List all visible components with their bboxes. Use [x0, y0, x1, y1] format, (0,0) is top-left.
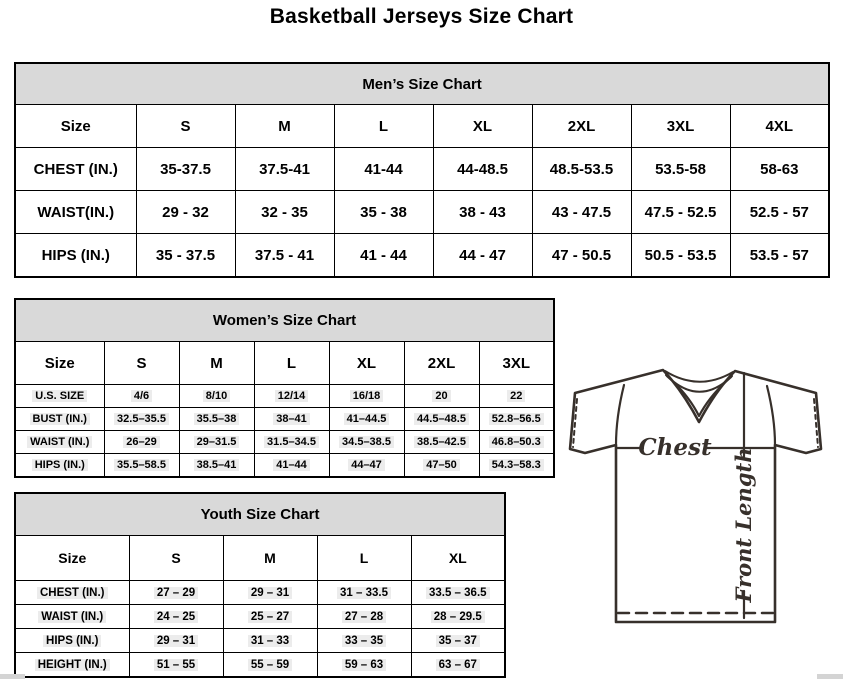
data-cell — [179, 408, 254, 431]
data-cell: 35 - 38 — [334, 191, 433, 234]
cell-value: 20 — [432, 390, 450, 402]
data-cell — [411, 605, 505, 629]
cell-value: 54.3–58.3 — [489, 459, 544, 471]
header-cell: XL — [411, 536, 505, 581]
cell-value: HIPS (IN.) — [43, 635, 101, 647]
youth-chart-title: Youth Size Chart — [15, 493, 505, 536]
data-cell: 32 - 35 — [235, 191, 334, 234]
cell-value: 44.5–48.5 — [414, 413, 469, 425]
data-cell: 41 - 44 — [334, 234, 433, 278]
data-cell — [129, 605, 223, 629]
mens-size-chart-table — [14, 62, 830, 278]
cell-value: 63 – 67 — [436, 659, 480, 671]
table-row — [15, 191, 829, 234]
header-cell: Size — [15, 536, 129, 581]
data-cell — [104, 454, 179, 478]
row-label — [15, 431, 104, 454]
cell-value: WAIST (IN.) — [38, 611, 106, 623]
header-cell: 3XL — [631, 105, 730, 148]
cell-value: 41–44.5 — [344, 413, 390, 425]
table-row — [15, 234, 829, 278]
data-cell — [254, 408, 329, 431]
data-cell — [104, 408, 179, 431]
header-cell: L — [317, 536, 411, 581]
womens-header-row — [15, 342, 554, 385]
data-cell — [254, 454, 329, 478]
cell-value: 28 – 29.5 — [431, 611, 485, 623]
collar-band-line — [665, 371, 733, 382]
front-length-label: Front Length — [731, 447, 756, 603]
cell-value: HIPS (IN.) — [32, 459, 88, 471]
cell-value: 55 – 59 — [248, 659, 292, 671]
cell-value: 44–47 — [348, 459, 385, 471]
row-label: HIPS (IN.) — [15, 234, 136, 278]
cell-value: 46.8–50.3 — [489, 436, 544, 448]
cell-value: 33 – 35 — [342, 635, 386, 647]
data-cell — [223, 653, 317, 678]
data-cell — [411, 581, 505, 605]
data-cell — [411, 629, 505, 653]
data-cell — [329, 431, 404, 454]
row-label — [15, 629, 129, 653]
data-cell: 50.5 - 53.5 — [631, 234, 730, 278]
header-cell: Size — [15, 105, 136, 148]
data-cell: 37.5-41 — [235, 148, 334, 191]
data-cell — [479, 454, 554, 478]
data-cell: 52.5 - 57 — [730, 191, 829, 234]
header-cell: Size — [15, 342, 104, 385]
data-cell — [329, 408, 404, 431]
data-cell — [404, 454, 479, 478]
header-cell: S — [136, 105, 235, 148]
cell-value: 25 – 27 — [248, 611, 292, 623]
row-label — [15, 605, 129, 629]
data-cell — [329, 385, 404, 408]
header-cell: 3XL — [479, 342, 554, 385]
header-cell: 2XL — [404, 342, 479, 385]
youth-header-row — [15, 536, 505, 581]
data-cell — [129, 581, 223, 605]
page-title: Basketball Jerseys Size Chart — [269, 5, 574, 28]
data-cell: 35-37.5 — [136, 148, 235, 191]
table-row — [15, 581, 505, 605]
data-cell — [104, 431, 179, 454]
row-label — [15, 653, 129, 678]
cell-value: 27 – 28 — [342, 611, 386, 623]
table-row — [15, 408, 554, 431]
data-cell: 29 - 32 — [136, 191, 235, 234]
womens-chart-title: Women’s Size Chart — [15, 299, 554, 342]
data-cell — [317, 653, 411, 678]
data-cell — [479, 408, 554, 431]
data-cell: 43 - 47.5 — [532, 191, 631, 234]
cell-value: U.S. SIZE — [32, 390, 87, 402]
cell-value: 52.8–56.5 — [489, 413, 544, 425]
data-cell — [179, 385, 254, 408]
cell-value: 8/10 — [203, 390, 230, 402]
data-cell — [179, 431, 254, 454]
cell-value: 27 – 29 — [154, 587, 198, 599]
table-row — [15, 629, 505, 653]
row-label — [15, 454, 104, 478]
header-cell: M — [223, 536, 317, 581]
data-cell — [223, 605, 317, 629]
data-cell: 38 - 43 — [433, 191, 532, 234]
data-cell — [404, 431, 479, 454]
cell-value: 26–29 — [123, 436, 160, 448]
cell-value: 24 – 25 — [154, 611, 198, 623]
header-cell: XL — [329, 342, 404, 385]
cell-value: BUST (IN.) — [30, 413, 90, 425]
data-cell — [254, 385, 329, 408]
data-cell — [129, 653, 223, 678]
row-label — [15, 408, 104, 431]
table-row — [15, 148, 829, 191]
data-cell — [317, 629, 411, 653]
data-cell — [129, 629, 223, 653]
armhole-seam-right — [767, 386, 775, 445]
data-cell — [329, 454, 404, 478]
header-cell: S — [104, 342, 179, 385]
data-cell — [254, 431, 329, 454]
cell-value: 41–44 — [273, 459, 310, 471]
cell-value: 34.5–38.5 — [339, 436, 394, 448]
table-row — [15, 454, 554, 478]
cell-value: 22 — [507, 390, 525, 402]
data-cell: 53.5 - 57 — [730, 234, 829, 278]
mens-header-row — [15, 105, 829, 148]
cell-value: 35.5–58.5 — [114, 459, 169, 471]
bottom-left-partial-element — [0, 674, 25, 679]
data-cell — [479, 385, 554, 408]
cell-value: 29–31.5 — [194, 436, 240, 448]
data-cell: 37.5 - 41 — [235, 234, 334, 278]
cell-value: 31 – 33 — [248, 635, 292, 647]
jersey-measurement-diagram — [558, 362, 832, 630]
data-cell — [479, 431, 554, 454]
row-label — [15, 385, 104, 408]
cell-value: WAIST (IN.) — [27, 436, 92, 448]
data-cell — [317, 581, 411, 605]
row-label — [15, 581, 129, 605]
cell-value: 35.5–38 — [194, 413, 240, 425]
row-label: WAIST(IN.) — [15, 191, 136, 234]
cell-value: 38–41 — [273, 413, 310, 425]
data-cell: 47.5 - 52.5 — [631, 191, 730, 234]
cell-value: 32.5–35.5 — [114, 413, 169, 425]
data-cell — [104, 385, 179, 408]
cell-value: 29 – 31 — [154, 635, 198, 647]
data-cell — [179, 454, 254, 478]
cell-value: 38.5–42.5 — [414, 436, 469, 448]
header-cell: 2XL — [532, 105, 631, 148]
cell-value: CHEST (IN.) — [37, 587, 108, 599]
data-cell — [404, 408, 479, 431]
row-label: CHEST (IN.) — [15, 148, 136, 191]
data-cell — [223, 629, 317, 653]
cell-value: 4/6 — [131, 390, 152, 402]
cell-value: 59 – 63 — [342, 659, 386, 671]
cell-value: 29 – 31 — [248, 587, 292, 599]
youth-size-chart-table — [14, 492, 506, 678]
cell-value: 12/14 — [275, 390, 309, 402]
data-cell: 41-44 — [334, 148, 433, 191]
cell-value: 16/18 — [350, 390, 384, 402]
bottom-right-partial-element — [817, 674, 843, 679]
header-cell: M — [235, 105, 334, 148]
table-row — [15, 431, 554, 454]
womens-size-chart-table — [14, 298, 555, 478]
data-cell: 53.5-58 — [631, 148, 730, 191]
data-cell — [223, 581, 317, 605]
header-cell: L — [254, 342, 329, 385]
mens-chart-title: Men’s Size Chart — [15, 63, 829, 105]
data-cell — [404, 385, 479, 408]
header-cell: XL — [433, 105, 532, 148]
cell-value: 47–50 — [423, 459, 460, 471]
cell-value: 38.5–41 — [194, 459, 240, 471]
armhole-seam-left — [616, 385, 624, 445]
data-cell: 44 - 47 — [433, 234, 532, 278]
data-cell — [411, 653, 505, 678]
cell-value: 33.5 – 36.5 — [426, 587, 490, 599]
cell-value: 51 – 55 — [154, 659, 198, 671]
cell-value: HEIGHT (IN.) — [35, 659, 110, 671]
data-cell: 48.5-53.5 — [532, 148, 631, 191]
data-cell: 44-48.5 — [433, 148, 532, 191]
data-cell: 47 - 50.5 — [532, 234, 631, 278]
data-cell: 58-63 — [730, 148, 829, 191]
cell-value: 31.5–34.5 — [264, 436, 319, 448]
data-cell — [317, 605, 411, 629]
data-cell: 35 - 37.5 — [136, 234, 235, 278]
header-cell: L — [334, 105, 433, 148]
cell-value: 31 – 33.5 — [337, 587, 391, 599]
table-row — [15, 653, 505, 678]
table-row — [15, 385, 554, 408]
header-cell: 4XL — [730, 105, 829, 148]
header-cell: S — [129, 536, 223, 581]
cell-value: 35 – 37 — [436, 635, 480, 647]
chest-label: Chest — [638, 434, 712, 461]
table-row — [15, 605, 505, 629]
header-cell: M — [179, 342, 254, 385]
